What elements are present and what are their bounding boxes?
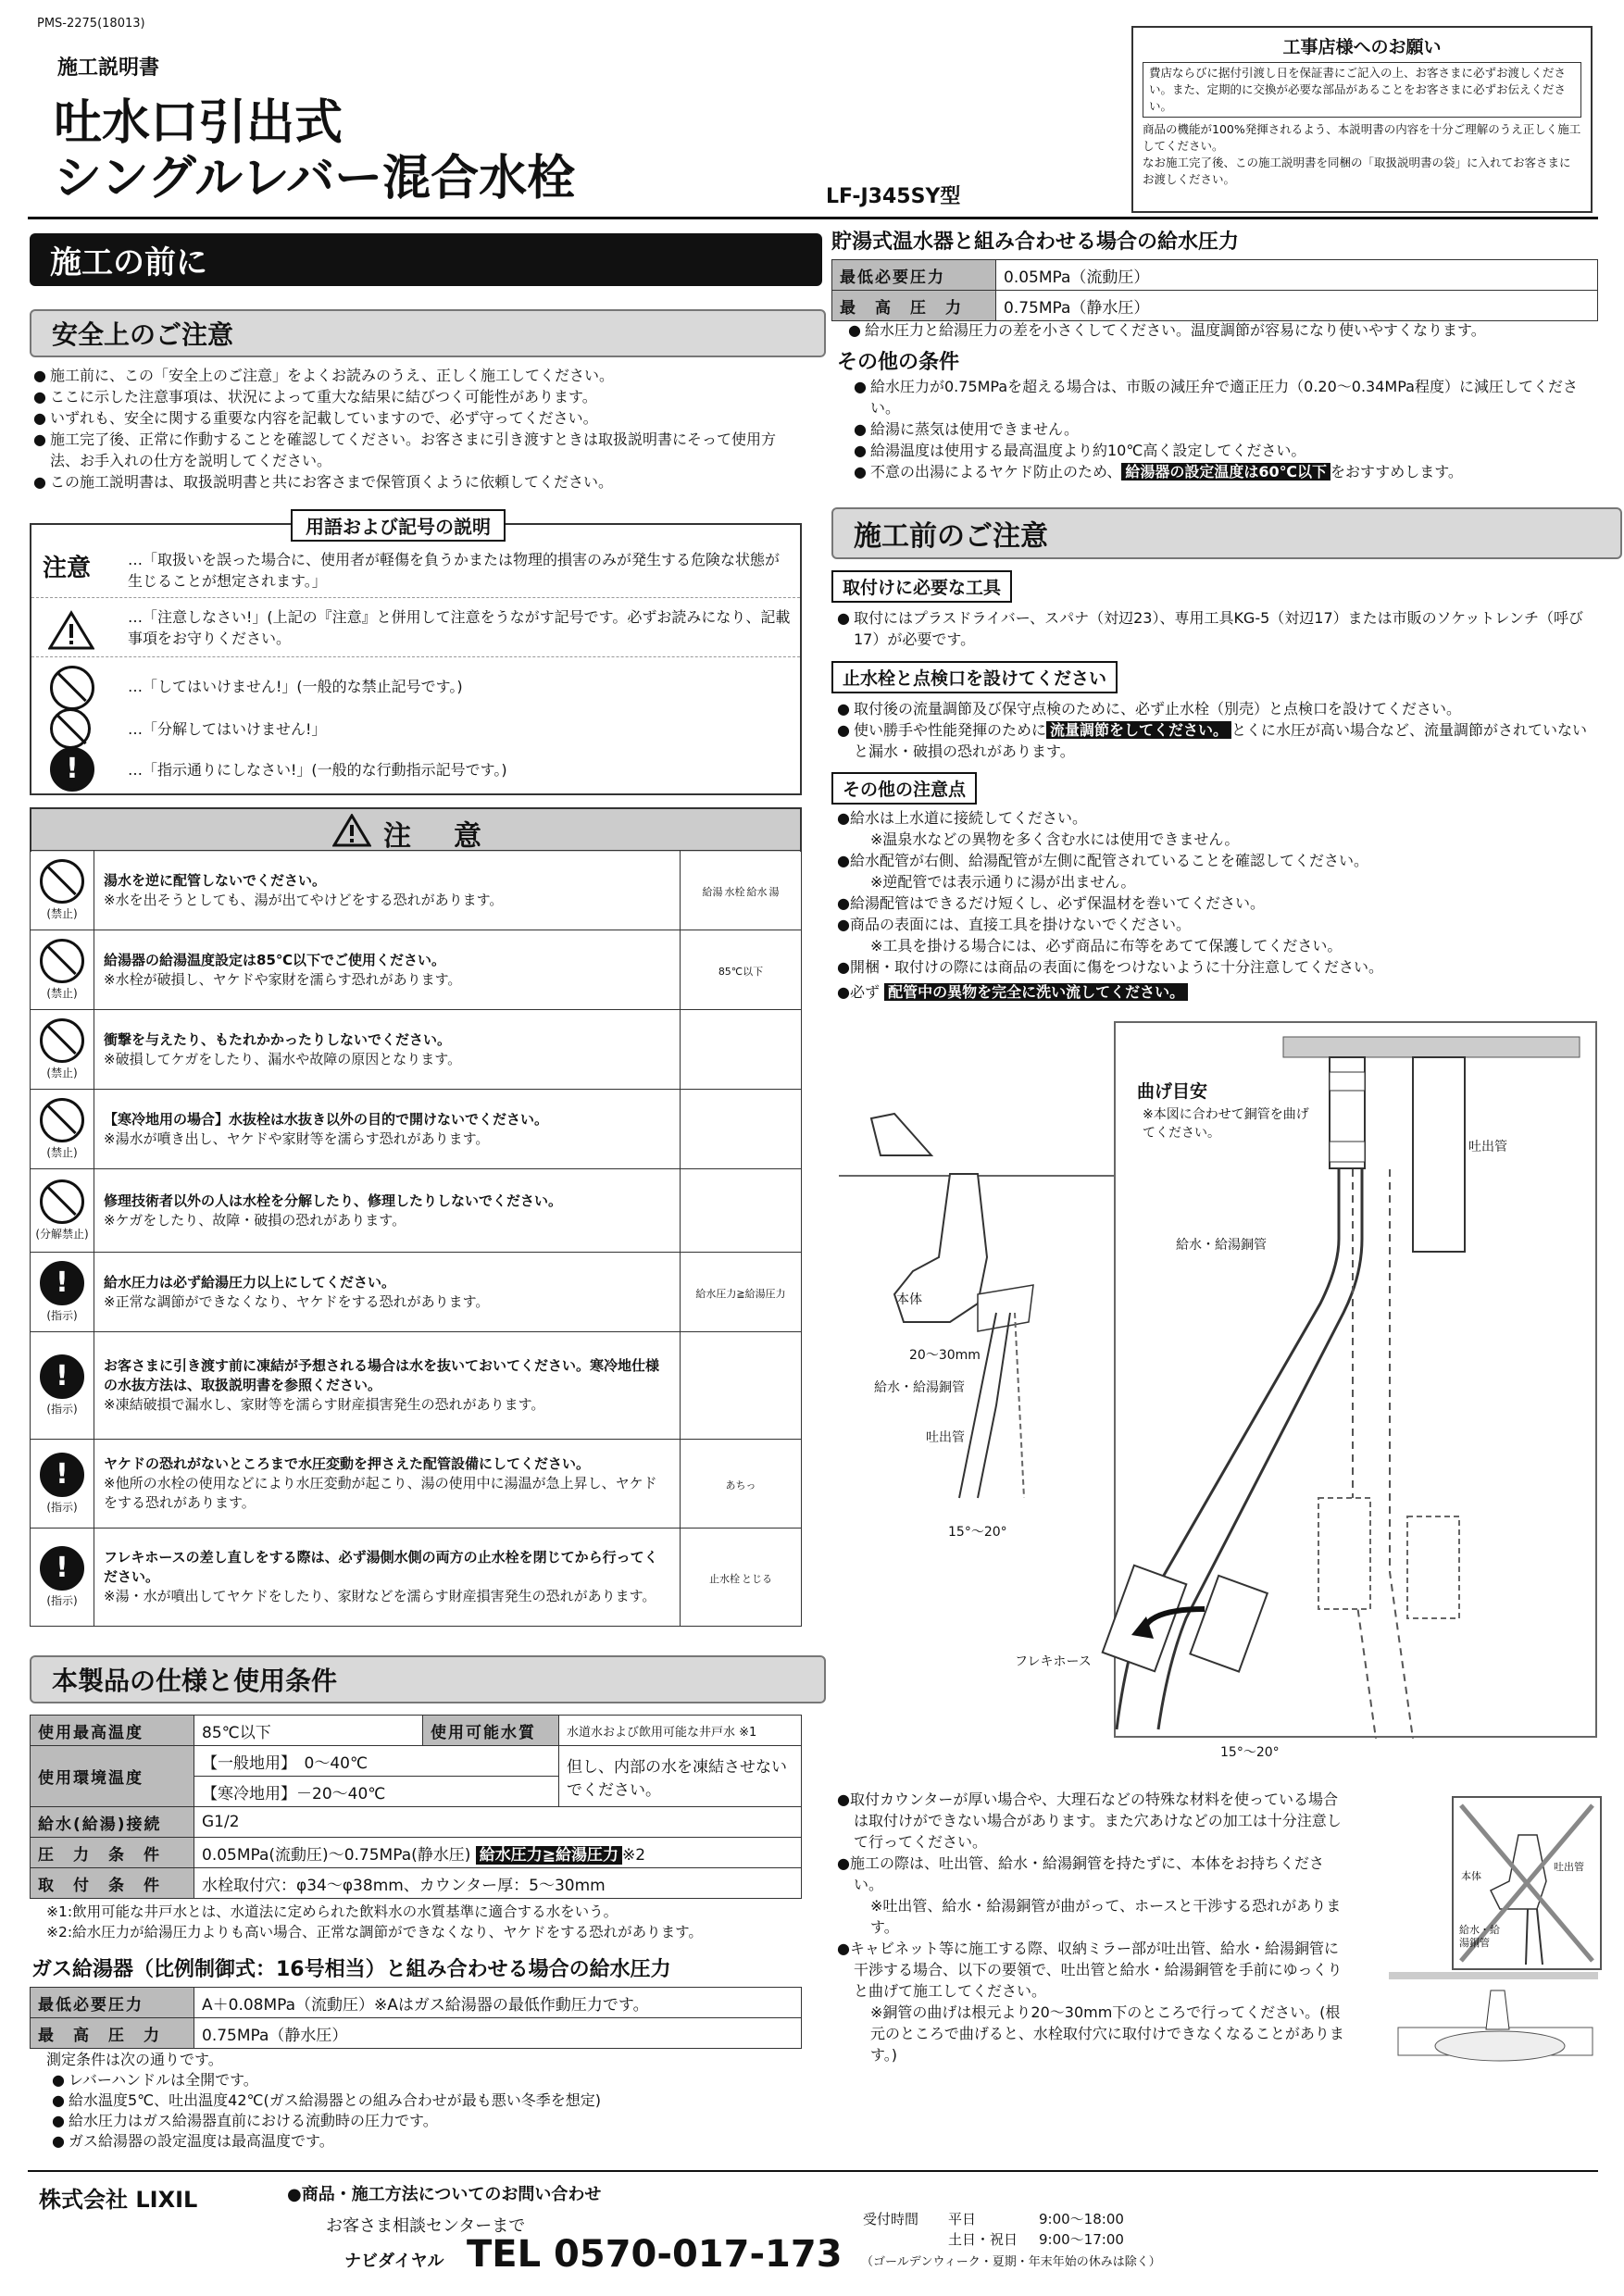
phone-number[interactable]: TEL 0570-017-173: [467, 2233, 843, 2276]
other-conditions-list: [854, 376, 1598, 482]
caution-illustration: [681, 851, 802, 930]
hours-label: 受付時間: [863, 2211, 919, 2227]
storage-title: 貯湯式温水器と組み合わせる場合の給水圧力: [831, 231, 1240, 254]
flex-hose-label: フレキホース: [1015, 1654, 1092, 1669]
terms-box: [30, 516, 802, 795]
navi-dial-label: ナビダイヤル: [344, 2252, 444, 2271]
note-sub: ※吐出管、給水・給湯銅管が曲がって、ホースと干渉する恐れがあります。: [870, 1897, 1342, 1936]
spec-row: [31, 1716, 802, 1746]
measure-intro: 測定条件は次の通りです。: [46, 2051, 223, 2068]
icon-caption: (指示): [46, 1594, 78, 1607]
caution-row: [31, 1253, 802, 1332]
instruction-icon: [50, 747, 94, 792]
flush-line: ●必ず 配管中の異物を完全に洗い流してください。: [837, 981, 1188, 1003]
before-install-title: 施工の前に: [30, 233, 822, 286]
prohibit-icon: [40, 1098, 84, 1142]
icon-caption: (禁止): [46, 907, 78, 920]
spec-mount-value: 水栓取付穴：φ34～φ38mm、カウンター厚：5～30mm: [194, 1868, 802, 1899]
safety-item: ● いずれも、安全に関する重要な内容を記載していますので、必ず守ってください。: [33, 407, 800, 429]
caution-illustration: [681, 930, 802, 1010]
holiday-label: 土日・祝日: [948, 2231, 1018, 2248]
other-conditions-title: その他の条件: [837, 351, 960, 374]
gas-min-label: 最低必要圧力: [31, 1988, 194, 2018]
spec-conn-value: G1/2: [194, 1807, 802, 1838]
prohibit-icon: [40, 1018, 84, 1063]
valve-highlight: 流量調節をしてください。: [1046, 721, 1231, 739]
caution-row: [31, 1332, 802, 1440]
measure-item: ● 給水温度5℃、吐出温度42℃(ガス給湯器との組み合わせが最も悪い冬季を想定): [52, 2090, 601, 2111]
spec-title: 本製品の仕様と使用条件: [30, 1655, 826, 1703]
caution-illustration: [681, 1440, 802, 1529]
caution-triangle-icon: [332, 814, 371, 851]
inquiry-title: ●商品・施工方法についてのお問い合わせ: [287, 2185, 602, 2204]
storage-min-value: 0.05MPa（流動圧）: [996, 260, 1598, 291]
note-bullet: ●キャビネット等に施工する際、収納ミラー部が吐出管、給水・給湯銅管に干渉する場合、以下の要領で、吐出管と給水・給湯銅管を手前にゆっくりと曲げて施工してください。: [837, 1940, 1343, 2000]
caution-illustration: [681, 1169, 802, 1253]
caution-bold: 【寒冷地用の場合】水抜栓は水抜き以外の目的で開けないでください。: [104, 1110, 549, 1128]
other-notes-label: その他の注意点: [831, 772, 977, 805]
illustration-label: 水栓: [724, 885, 745, 898]
caution-header-label: 注 意: [383, 820, 489, 853]
storage-max-label: 最 高 圧 力: [832, 291, 996, 321]
safety-item: ● この施工説明書は、取扱説明書と共にお客さまで保管頂くように依頼してください。: [33, 471, 800, 493]
icon-caption: (指示): [46, 1309, 78, 1322]
disassemble-desc: …「分解してはいけません!」: [128, 720, 327, 738]
caution-bold: フレキホースの差し直しをする際は、必ず湯側水側の両方の止水栓を閉じてから行ってください。: [104, 1549, 658, 1585]
angle-label-2: 15°～20°: [1220, 1745, 1280, 1760]
precaution-title: 施工前のご注意: [831, 507, 1622, 559]
other-condition: ● 給湯温度は使用する最高温度より約10℃高く設定してください。: [854, 440, 1598, 461]
instruction-icon: [40, 1546, 84, 1591]
small-fig-supply-label: 給水・給湯銅管: [1459, 1924, 1500, 1949]
storage-row: [832, 291, 1598, 321]
angle-label-1: 15°～20°: [948, 1525, 1007, 1540]
bend-guide-note: ※本図に合わせて銅管を曲げてください。: [1143, 1107, 1309, 1141]
illustration-label: 給水: [746, 885, 768, 898]
icon-caption: (分解禁止): [35, 1228, 89, 1241]
caution-bold: ヤケドの恐れがないところまで水圧変動を押さえた配管設備にしてください。: [104, 1455, 591, 1472]
warning-triangle-icon: [48, 610, 94, 655]
caution-bold: 給水圧力は必ず給湯圧力以上にしてください。: [104, 1273, 396, 1291]
prohibit-icon: [40, 859, 84, 904]
small-fig-spout-label: 吐出管: [1554, 1861, 1584, 1873]
installation-diagram: [839, 1017, 1598, 1760]
other-condition-highlight: 給湯器の設定温度は60℃以下: [1121, 463, 1330, 480]
caution-note: ※湯水が噴き出し、ヤケドや家財等を濡らす恐れがあります。: [104, 1129, 490, 1147]
caution-illustration: [681, 1010, 802, 1090]
measure-item: ● 給水圧力はガス給湯器直前における流動時の圧力です。: [52, 2111, 601, 2131]
note-bullet: ●商品の表面には、直接工具を掛けないでください。: [837, 916, 1191, 933]
consult-center: お客さま相談センターまで: [326, 2216, 526, 2236]
weekday-hours: 9:00～18:00: [1039, 2211, 1124, 2227]
caution-bold: 修理技術者以外の人は水栓を分解したり、修理したりしないでください。: [104, 1192, 563, 1209]
safety-item: ● 施工完了後、正常に作動することを確認してください。お客さまに引き渡すときは取扱説明書にそって使用方法、お手入れの仕方を説明してください。: [33, 429, 800, 471]
prohibit-icon: [50, 666, 94, 710]
spec-conn-label: 給水(給湯)接続: [31, 1807, 194, 1838]
caution-row: [31, 1440, 802, 1529]
spec-max-temp-value: 85℃以下: [194, 1716, 423, 1746]
doc-type: 施工説明書: [57, 56, 160, 80]
illustration-label: 湯: [768, 885, 780, 898]
note-bullet: ●給水は上水道に接続してください。: [837, 809, 1087, 827]
footer-divider: [28, 2170, 1598, 2172]
instruction-icon: [40, 1354, 84, 1399]
spec-press-label: 圧 力 条 件: [31, 1838, 194, 1868]
terms-title: 用語および記号の説明: [291, 509, 506, 542]
spec-row: [31, 1746, 802, 1777]
caution-table: [30, 850, 802, 1627]
gas-table: [30, 1987, 802, 2049]
body-label: 本体: [896, 1292, 922, 1307]
request-box: [1131, 26, 1593, 213]
caution-row: [31, 1529, 802, 1627]
caution-row: [31, 1010, 802, 1090]
icon-caption: (禁止): [46, 1146, 78, 1159]
valve-item: ● 取付後の流量調節及び保守点検のために、必ず止水栓（別売）と点検口を設けてください。: [837, 698, 1598, 719]
spec-row: [31, 1868, 802, 1899]
note-sub: ※温泉水などの異物を多く含む水には使用できません。: [870, 830, 1240, 848]
other-notes-list: [837, 807, 1598, 978]
holiday-exceptions: （ゴールデンウィーク・夏期・年末年始の休みは除く）: [861, 2255, 1161, 2269]
caution-row: [31, 851, 802, 930]
note-sub: ※逆配管では表示通りに湯が出ません。: [870, 873, 1136, 891]
title-line2: シングルレバー混合水栓: [54, 151, 576, 206]
caution-illustration: [681, 1253, 802, 1332]
safety-list: [33, 365, 800, 493]
spec-note: ※2:給水圧力が給湯圧力よりも高い場合、正常な調節ができなくなり、ヤケドをする恐れがあります。: [46, 1924, 703, 1940]
spec-press-note: ※2: [622, 1845, 646, 1865]
illustration-label: 85℃以下: [718, 965, 764, 978]
other-condition-last: ● 不意の出湯によるヤケド防止のため、 給湯器の設定温度は60℃以下 をおすすめします。: [854, 461, 1598, 482]
gas-max-label: 最 高 圧 力: [31, 2018, 194, 2049]
caution-illustration: [681, 1332, 802, 1440]
note-bullet: ●開梱・取付けの際には商品の表面に傷をつけないように十分注意してください。: [837, 958, 1383, 976]
company-name: 株式会社 LIXIL: [39, 2187, 198, 2213]
spec-water-label: 使用可能水質: [423, 1716, 559, 1746]
safety-item: ● ここに示した注意事項は、状況によって重大な結果に結びつく可能性があります。: [33, 386, 800, 407]
caution-bold: お客さまに引き渡す前に凍結が予想される場合は水を抜いておいてください。寒冷地仕様の水抜方法は、取扱説明書を参照ください。: [104, 1357, 660, 1393]
spec-notes: [46, 1902, 703, 1942]
caution-note: ※破損してケガをしたり、漏水や故障の原因となります。: [104, 1050, 462, 1067]
illustration-label: あちっ: [725, 1479, 756, 1491]
spec-env-label: 使用環境温度: [31, 1746, 194, 1807]
prohibit-desc: …「してはいけません!」(一般的な禁止記号です。): [128, 678, 463, 695]
spec-mount-label: 取 付 条 件: [31, 1868, 194, 1899]
triangle-desc: …「注意しなさい!」(上記の『注意』と併用して注意をうながす記号です。必ずお読みになり、記載事項をお守りください。: [128, 608, 791, 647]
caution-row: [31, 1090, 802, 1169]
request-p2: 商品の機能が100%発揮されるよう、本説明書の内容を十分ご理解のうえ正しく施工してください。: [1143, 122, 1581, 153]
gas-title: ガス給湯器（比例制御式：16号相当）と組み合わせる場合の給水圧力: [31, 1958, 671, 1981]
illustration-label: 給水圧力≧給湯圧力: [695, 1287, 786, 1300]
tools-text: ● 取付にはプラスドライバー、スパナ（対辺23）、専用工具KG-5（対辺17）または市販のソケットレンチ（呼び17）が必要です。: [837, 607, 1598, 650]
bottom-notes: [837, 1789, 1350, 2065]
disassemble-prohibit-icon: [50, 708, 91, 749]
caution-illustration: [681, 1529, 802, 1627]
note-sub: ※銅管の曲げは根元より20～30mm下のところで行ってください。(根元のところで曲げると、水栓取付穴に取付けできなくなることがあります。): [870, 2003, 1344, 2064]
caution-word: 注意: [43, 555, 92, 582]
caution-row: [31, 1169, 802, 1253]
bend-guide-title: 曲げ目安: [1137, 1081, 1208, 1102]
caution-bold: 給湯器の給湯温度設定は85℃以下でご使用ください。: [104, 951, 446, 968]
prohibit-icon: [40, 939, 84, 983]
spec-press-value: 0.05MPa(流動圧)～0.75MPa(静水圧): [202, 1845, 471, 1865]
caution-row: [31, 930, 802, 1010]
storage-row: [832, 260, 1598, 291]
storage-max-value: 0.75MPa（静水圧）: [996, 291, 1598, 321]
icon-caption: (指示): [46, 1501, 78, 1514]
bend-range-label: 20～30mm: [909, 1348, 981, 1363]
other-condition: ● 給湯に蒸気は使用できません。: [854, 418, 1598, 440]
measure-conditions: [46, 2050, 601, 2152]
caution-note: ※凍結破損で漏水し、家財等を濡らす財産損害発生の恐れがあります。: [104, 1396, 545, 1413]
supply-pipe-label: 給水・給湯銅管: [1176, 1238, 1267, 1253]
valve-label: 止水栓と点検口を設けてください: [831, 661, 1118, 693]
safety-title: 安全上のご注意: [30, 309, 826, 357]
storage-table: [831, 259, 1598, 321]
instruction-icon: [40, 1453, 84, 1497]
caution-header: [30, 807, 802, 852]
bend-prohibit-figure: [1452, 1796, 1602, 1970]
supply-pipe-label-2: 給水・給湯銅管: [874, 1380, 965, 1395]
doc-code: PMS-2275(18013): [37, 17, 145, 31]
note-bullet: ●給水配管が右側、給湯配管が左側に配管されていることを確認してください。: [837, 852, 1368, 869]
caution-note: ※湯・水が噴出してヤケドをしたり、家財などを濡らす財産損害発生の恐れがあります。: [104, 1588, 656, 1604]
model-number: LF-J345SY型: [826, 185, 961, 208]
gas-row: [31, 1988, 802, 2018]
caution-bold: 湯水を逆に配管しないでください。: [104, 871, 327, 889]
spec-row: [31, 1807, 802, 1838]
note-sub: ※工具を掛ける場合には、必ず商品に布等をあてて保護してください。: [870, 937, 1343, 955]
tools-label: 取付けに必要な工具: [831, 570, 1012, 603]
icon-caption: (禁止): [46, 1067, 78, 1079]
illustration-label: 止水栓: [709, 1572, 740, 1585]
request-title: 工事店様へのお願い: [1282, 37, 1442, 57]
spec-max-temp-label: 使用最高温度: [31, 1716, 194, 1746]
gas-row: [31, 2018, 802, 2049]
caution-note: ※ケガをしたり、故障・破損の恐れがあります。: [104, 1211, 406, 1229]
measure-item: ● ガス給湯器の設定温度は最高温度です。: [52, 2131, 601, 2152]
instruction-desc: …「指示通りにしなさい!」(一般的な行動指示記号です。): [128, 761, 507, 779]
storage-note: ● 給水圧力と給湯圧力の差を小さくしてください。温度調節が容易になり使いやすくなります。: [848, 320, 1598, 341]
cabinet-figure: [1389, 1972, 1598, 2083]
measure-item: ● レバーハンドルは全開です。: [52, 2070, 601, 2090]
spec-row: [31, 1838, 802, 1868]
icon-caption: (指示): [46, 1403, 78, 1416]
safety-item: ● 施工前に、この「安全上のご注意」をよくお読みのうえ、正しく施工してください。: [33, 365, 800, 386]
spec-press-highlight: 給水圧力≧給湯圧力: [476, 1846, 622, 1865]
weekday-label: 平日: [948, 2211, 977, 2227]
request-p3: なお施工完了後、この施工説明書を同梱の「取扱説明書の袋」に入れてお客さまにお渡しください。: [1143, 156, 1571, 186]
disassemble-prohibit-icon: [40, 1179, 84, 1224]
spec-note: ※1:飲用可能な井戸水とは、水道法に定められた飲料水の水質基準に適合する水をいう。: [46, 1903, 618, 1920]
spec-env-value2: 【寒冷地用】－20～40℃: [194, 1777, 559, 1807]
other-condition: ● 給水圧力が0.75MPaを超える場合は、市販の減圧弁で適正圧力（0.20～0.34MPa程度）に減圧してください。: [854, 376, 1598, 418]
caution-note: ※他所の水栓の使用などにより水圧変動が起こり、湯の使用中に湯温が急上昇し、ヤケドをする恐れがあります。: [104, 1475, 657, 1511]
note-bullet: ●施工の際は、吐出管、給水・給湯銅管を持たずに、本体をお持ちください。: [837, 1854, 1324, 1893]
illustration-label: 給湯: [702, 885, 723, 898]
title-line1: 吐水口引出式: [54, 95, 344, 151]
spec-env-value1: 【一般地用】 0～40℃: [194, 1746, 559, 1777]
caution-illustration: [681, 1090, 802, 1169]
caution-note: ※水を出そうとしても、湯が出てやけどをする恐れがあります。: [104, 891, 504, 908]
spec-water-value: 水道水および飲用可能な井戸水 ※1: [559, 1716, 802, 1746]
holiday-hours: 9:00～17:00: [1039, 2231, 1124, 2248]
flush-highlight: 配管中の異物を完全に洗い流してください。: [884, 983, 1188, 1001]
caution-bold: 衝撃を与えたり、もたれかかったりしないでください。: [104, 1030, 452, 1048]
spout-pipe-label-2: 吐出管: [926, 1430, 965, 1445]
small-fig-body-label: 本体: [1461, 1870, 1481, 1882]
request-p1: 費店ならびに据付引渡し日を保証書にご記入の上、お客さまに必ずお渡しください。また、定期的に交換が必要な部品があることをお客さまに必ずお伝えください。: [1143, 62, 1581, 118]
gas-min-value: A＋0.08MPa（流動圧）※Aはガス給湯器の最低作動圧力です。: [194, 1988, 802, 2018]
note-bullet: ●取付カウンターが厚い場合や、大理石などの特殊な材料を使っている場合は取付けができない場合があります。また穴あけなどの加工は十分注意して行ってください。: [837, 1791, 1342, 1851]
spec-table: [30, 1715, 802, 1899]
valve-item: ● 使い勝手や性能発揮のために 流量調節をしてください。 とくに水圧が高い場合など、流量調節がされていないと漏水・破損の恐れがあります。: [837, 719, 1598, 762]
storage-min-label: 最低必要圧力: [832, 260, 996, 291]
gas-max-value: 0.75MPa（静水圧）: [194, 2018, 802, 2049]
note-bullet: ●給湯配管はできるだけ短くし、必ず保温材を巻いてください。: [837, 894, 1265, 912]
illustration-label: とじる: [742, 1572, 772, 1585]
spout-pipe-label: 吐出管: [1468, 1140, 1507, 1154]
caution-note: ※正常な調節ができなくなり、ヤケドをする恐れがあります。: [104, 1292, 490, 1310]
spec-env-note: 但し、内部の水を凍結させないでください。: [559, 1746, 802, 1807]
header-divider: [28, 217, 1598, 219]
caution-note: ※水栓が破損し、ヤケドや家財を濡らす恐れがあります。: [104, 970, 462, 988]
caution-word-desc: …「取扱いを誤った場合に、使用者が軽傷を負うかまたは物理的損害のみが発生する危険な状態が生じることが想定されます。」: [128, 551, 781, 590]
instruction-icon: [40, 1261, 84, 1305]
icon-caption: (禁止): [46, 987, 78, 1000]
